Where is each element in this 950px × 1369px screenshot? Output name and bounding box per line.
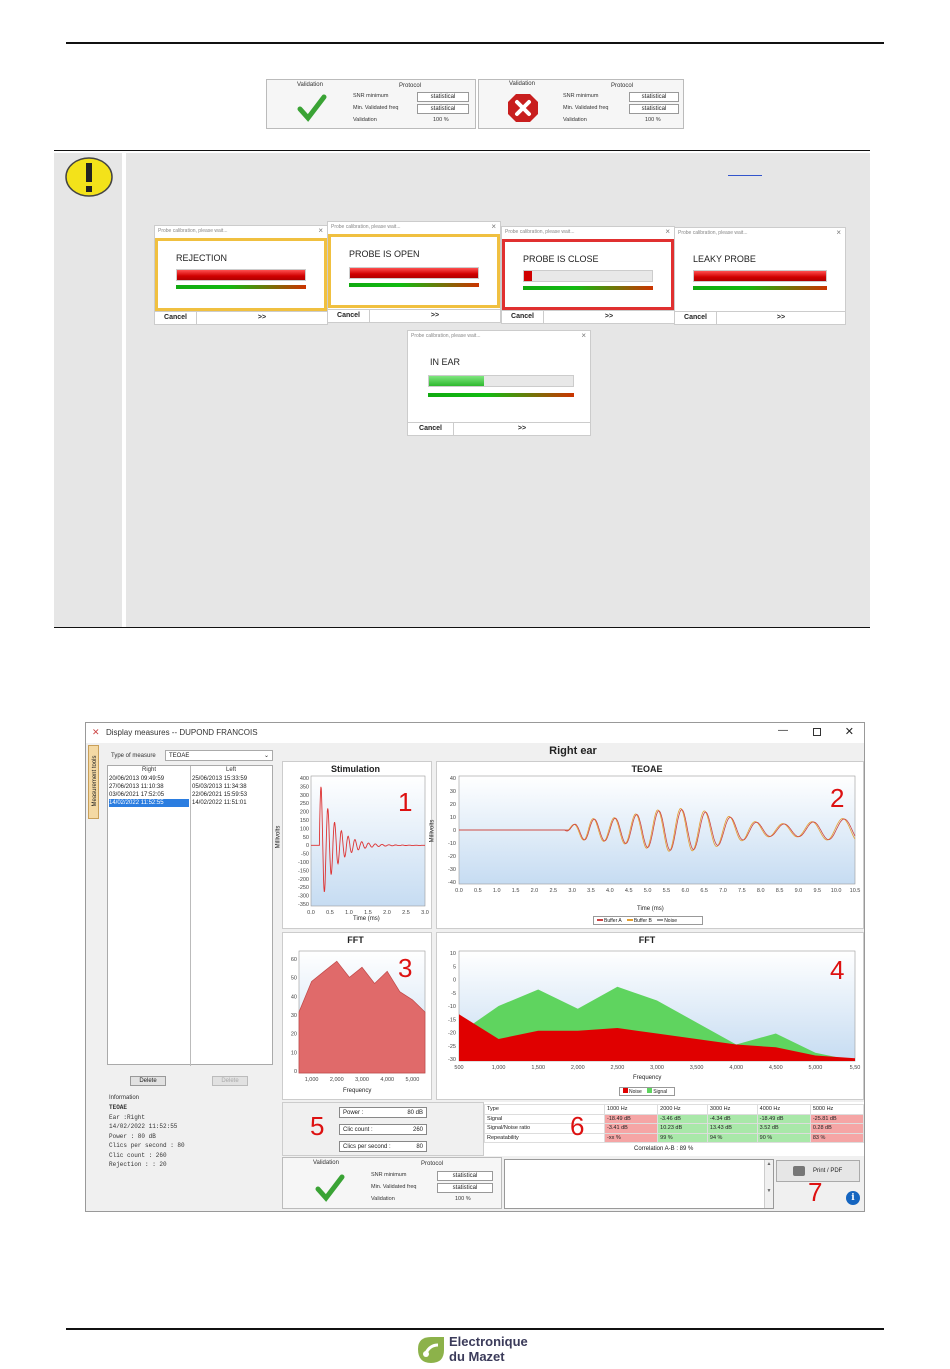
y-tick-label: 50	[302, 834, 309, 841]
y-tick-label: 10	[449, 815, 456, 821]
delete-right-button[interactable]: Delete	[130, 1076, 166, 1086]
y-tick-label: 30	[290, 1013, 297, 1019]
display-measures-window	[85, 722, 865, 1212]
table-cell: Signal/Noise ratio	[485, 1124, 605, 1134]
x-tick-label: 3.5	[587, 888, 595, 894]
list-item[interactable]: 25/06/2013 15:33:59	[192, 776, 248, 782]
y-tick-label: -50	[301, 851, 309, 858]
minimize-icon[interactable]: —	[778, 725, 788, 736]
dialog-body	[675, 240, 845, 311]
x-tick-label: 4,000	[380, 1077, 395, 1083]
printer-icon	[793, 1166, 805, 1176]
table-cell: -25.81 dB	[810, 1114, 863, 1124]
y-tick-label: -25	[448, 1043, 456, 1050]
stim-ylabel: Millivolts	[275, 825, 282, 849]
cancel-button[interactable]: Cancel	[408, 423, 454, 435]
check-icon	[297, 94, 327, 122]
type-select[interactable]	[165, 750, 273, 761]
table-cell: 83 %	[810, 1133, 863, 1143]
y-tick-label: 400	[299, 776, 309, 782]
x-tick-label: 2.0	[383, 910, 391, 916]
teoae-ylabel: Millivolts	[429, 819, 436, 843]
progress-bar	[428, 375, 574, 387]
y-tick-label: -20	[448, 1030, 456, 1037]
power-row	[339, 1107, 427, 1118]
x-tick-label: 2,000	[329, 1077, 344, 1083]
left-panel	[103, 745, 282, 1211]
callout-1: 1	[398, 787, 413, 817]
info-box	[107, 1103, 273, 1207]
table-row	[485, 1114, 864, 1124]
results-table-panel	[484, 1102, 864, 1156]
x-tick-label: 2,000	[570, 1065, 585, 1071]
y-tick-label: 40	[290, 994, 297, 1001]
cancel-button[interactable]: Cancel	[155, 312, 197, 324]
protocol-header: Protocol	[611, 83, 634, 89]
x-tick-label: 9.0	[794, 888, 803, 894]
brand-name-line2: du Mazet	[449, 1349, 505, 1364]
validation-ok-panel	[266, 79, 476, 129]
x-tick-label: 9.5	[813, 888, 822, 894]
table-cell: -3.46 dB	[658, 1114, 708, 1124]
validation-label: Validation	[353, 117, 377, 123]
snr-value: statistical	[629, 92, 679, 102]
info-line: Clic count : 260	[109, 1151, 167, 1159]
dialog-buttons	[328, 309, 500, 322]
x-tick-label: 3.0	[568, 888, 576, 894]
list-item[interactable]: 14/02/2022 11:51:01	[192, 800, 247, 806]
y-tick-label: -200	[297, 876, 309, 883]
y-tick-label: -250	[297, 885, 309, 892]
brand-logo	[416, 1333, 556, 1367]
progress-fill	[350, 268, 478, 278]
cancel-button[interactable]: Cancel	[328, 310, 370, 322]
y-tick-label: 150	[299, 818, 309, 824]
protocol-header: Protocol	[399, 83, 422, 89]
x-tick-label: 6.0	[681, 888, 690, 894]
legend-noise-swatch	[657, 919, 663, 921]
y-tick-label: 30	[449, 789, 456, 795]
signal-bar	[349, 283, 479, 287]
table-cell: 3.52 dB	[757, 1124, 810, 1134]
close-icon[interactable]: ×	[665, 227, 670, 236]
y-tick-label: -30	[448, 1057, 456, 1063]
dialog-body	[408, 343, 590, 421]
close-icon[interactable]: ✕	[844, 726, 854, 738]
window-title: Display measures -- DUPOND FRANCOIS	[106, 728, 258, 737]
dialog-buttons	[408, 422, 590, 435]
y-tick-label: 0	[293, 1069, 297, 1075]
x-tick-label: 1.5	[364, 910, 372, 916]
table-header-cell: 3000 Hz	[707, 1105, 757, 1115]
minfreq-value: statistical	[437, 1183, 493, 1193]
clics-per-second-row	[339, 1141, 427, 1152]
list-item-selected[interactable]: 14/02/2022 11:52:55	[109, 799, 189, 807]
x-tick-label: 2.5	[402, 910, 410, 916]
y-tick-label: -30	[448, 867, 456, 873]
dialog-body	[328, 234, 500, 308]
stim-title: Stimulation	[331, 764, 380, 774]
legend-noise: Noise	[629, 1089, 642, 1095]
cancel-button[interactable]: Cancel	[675, 312, 717, 324]
callout-7: 7	[808, 1177, 823, 1207]
table-row	[485, 1133, 864, 1143]
next-button[interactable]: >>	[776, 314, 786, 321]
ear-title: Right ear	[549, 745, 597, 757]
brand-name-line1: Electronique	[449, 1334, 528, 1349]
x-tick-label: 4.5	[624, 888, 633, 894]
table-cell: 94 %	[707, 1133, 757, 1143]
dialog-buttons	[675, 311, 845, 324]
note-icon-column	[54, 153, 122, 627]
legend-noise: Noise	[664, 918, 677, 924]
table-cell: -18.49 dB	[757, 1114, 810, 1124]
y-tick-label: 250	[299, 801, 309, 808]
validation-fail-panel	[478, 79, 684, 129]
minfreq-value: statistical	[629, 104, 679, 114]
list-item[interactable]: 03/06/2021 17:52:05	[109, 792, 165, 798]
callout-6: 6	[570, 1111, 585, 1141]
progress-bar	[176, 269, 306, 281]
x-tick-label: 8.5	[775, 888, 784, 894]
info-title: Information	[109, 1095, 140, 1101]
legend-buffer-a-swatch	[597, 919, 603, 921]
table-header-row	[485, 1105, 864, 1115]
dialog-status-label: PROBE IS CLOSE	[523, 254, 599, 264]
dialog-status-label: IN EAR	[430, 357, 461, 367]
probe-dialog-close	[501, 226, 675, 324]
cancel-button[interactable]: Cancel	[502, 311, 544, 323]
y-tick-label: 20	[449, 802, 456, 808]
clic-count-value: 260	[412, 1127, 423, 1133]
x-tick-label: 4,000	[729, 1065, 744, 1071]
y-tick-label: 350	[299, 784, 309, 791]
footer-rule	[66, 1328, 884, 1330]
teoae-panel	[429, 761, 864, 929]
table-cell: -18.49 dB	[605, 1114, 658, 1124]
progress-fill	[429, 376, 484, 386]
snr-label: SNR minimum	[563, 93, 599, 99]
x-tick-label: 5,000	[405, 1077, 420, 1083]
progress-bar	[349, 267, 479, 279]
legend-buffer-b-swatch	[627, 919, 633, 921]
table-cell: -4.34 dB	[707, 1114, 757, 1124]
x-tick-label: 2.5	[549, 888, 558, 894]
legend-buffer-b: Buffer B	[633, 918, 652, 924]
x-tick-label: 10.5	[849, 888, 861, 894]
column-left-header: Left	[226, 767, 237, 773]
list-item[interactable]: 05/03/2013 11:34:38	[192, 784, 247, 790]
y-tick-label: -300	[297, 893, 309, 900]
y-tick-label: 10	[290, 1050, 297, 1057]
clics-per-second-label: Clics per second :	[343, 1144, 391, 1150]
next-button[interactable]: >>	[257, 314, 267, 321]
dialog-title: Probe calibration, please wait...	[505, 229, 575, 235]
validation-value: 100 %	[433, 117, 449, 123]
validation-value: 100 %	[455, 1196, 471, 1202]
callout-4: 4	[830, 955, 845, 985]
y-tick-label: -20	[448, 854, 456, 860]
x-tick-label: 3.0	[421, 910, 429, 916]
legend-signal-swatch	[647, 1088, 652, 1093]
x-tick-label: 4.0	[606, 888, 614, 894]
table-cell: Signal	[485, 1114, 605, 1124]
snr-value: statistical	[437, 1171, 493, 1181]
table-header-cell: 4000 Hz	[757, 1105, 810, 1115]
x-tick-label: 1.5	[511, 888, 520, 894]
y-tick-label: -350	[297, 902, 309, 908]
callout-3: 3	[398, 953, 413, 983]
y-tick-label: 20	[290, 1031, 297, 1038]
x-tick-label: 0.0	[455, 888, 463, 894]
progress-bar	[523, 270, 653, 282]
x-tick-label: 5,000	[808, 1065, 823, 1071]
x-tick-label: 6.5	[700, 888, 708, 894]
list-item[interactable]: 22/06/2021 15:59:53	[192, 792, 248, 798]
y-tick-label: -10	[448, 841, 456, 847]
dialog-title: Probe calibration, please wait...	[678, 230, 748, 236]
x-tick-label: 1.0	[492, 888, 501, 894]
next-button[interactable]: >>	[517, 425, 527, 432]
side-tab[interactable]	[88, 745, 99, 819]
y-tick-label: 5	[452, 964, 456, 971]
type-select-value: TEOAE	[169, 753, 190, 759]
brand-logo-icon	[416, 1335, 446, 1365]
progress-bar	[693, 270, 827, 282]
column-divider	[190, 766, 191, 1066]
left-list	[192, 775, 272, 807]
table-cell: -3.41 dB	[605, 1124, 658, 1134]
minfreq-label: Min. Validated freq	[353, 105, 399, 111]
progress-fill	[524, 271, 532, 281]
comment-textarea[interactable]	[504, 1159, 774, 1209]
validation-header: Validation	[313, 1160, 339, 1166]
next-button[interactable]: >>	[430, 312, 440, 319]
teoae-xlabel: Time (ms)	[637, 906, 664, 912]
column-right-header: Right	[142, 767, 157, 773]
table-cell: 10.23 dB	[658, 1124, 708, 1134]
probe-dialog-in-ear	[407, 330, 591, 436]
y-tick-label: 200	[299, 809, 309, 816]
y-tick-label: -40	[448, 880, 456, 886]
table-cell: 99 %	[658, 1133, 708, 1143]
results-table	[484, 1104, 864, 1143]
fft-right-panel	[436, 932, 864, 1100]
probe-dialog-open	[327, 221, 501, 323]
dialog-status-label: REJECTION	[176, 253, 228, 263]
fft2-xlabel: Frequency	[633, 1075, 662, 1081]
dialog-body	[502, 239, 674, 310]
table-cell: Repeatability	[485, 1133, 605, 1143]
x-tick-label: 0.5	[474, 888, 482, 894]
dialog-status-label: LEAKY PROBE	[693, 254, 756, 264]
error-icon	[507, 93, 539, 123]
clic-count-label: Clic count :	[343, 1127, 373, 1133]
table-cell: 13.43 dB	[707, 1124, 757, 1134]
x-tick-label: 5.5	[662, 888, 671, 894]
x-tick-label: 4,500	[768, 1065, 783, 1071]
x-tick-label: 7.0	[719, 888, 727, 894]
x-tick-label: 1.0	[345, 910, 353, 916]
dialog-buttons	[502, 310, 674, 323]
minfreq-value: statistical	[417, 104, 469, 114]
progress-fill	[177, 270, 305, 280]
y-tick-label: -150	[297, 868, 309, 875]
fft1-title: FFT	[347, 935, 364, 945]
y-tick-label: -100	[297, 860, 309, 866]
fft1-xlabel: Frequency	[343, 1088, 372, 1094]
x-tick-label: 10.0	[830, 888, 842, 894]
x-tick-label: 7.5	[738, 888, 746, 894]
next-button[interactable]: >>	[604, 313, 614, 320]
legend-buffer-a: Buffer A	[604, 918, 622, 924]
y-tick-label: -10	[448, 1004, 456, 1010]
x-tick-label: 2.0	[530, 888, 539, 894]
x-tick-label: 1,000	[491, 1065, 506, 1071]
signal-bar	[428, 393, 574, 397]
info-line: Clics per second : 80	[109, 1142, 185, 1149]
x-tick-label: 3,500	[689, 1065, 704, 1071]
minfreq-label: Min. Validated freq	[371, 1184, 417, 1190]
table-cell: -xx %	[605, 1133, 658, 1143]
y-tick-label: 0	[452, 828, 456, 834]
progress-fill	[694, 271, 826, 281]
x-tick-label: 0.5	[326, 910, 334, 916]
table-header-cell: 1000 Hz	[605, 1105, 658, 1115]
app-icon: ✕	[92, 727, 100, 737]
x-tick-label: 5,50	[849, 1065, 861, 1071]
y-tick-label: 100	[299, 826, 309, 833]
validation-header: Validation	[297, 82, 323, 88]
close-icon[interactable]: ×	[318, 226, 323, 235]
teoae-chart	[437, 762, 865, 930]
dialog-status-label: PROBE IS OPEN	[349, 249, 420, 259]
info-line: Ear :Right	[109, 1113, 146, 1121]
x-tick-label: 5.0	[643, 888, 652, 894]
probe-dialog-rejection	[154, 225, 328, 325]
close-icon[interactable]: ×	[581, 331, 586, 340]
probe-dialog-leaky	[674, 227, 846, 325]
dialog-title: Probe calibration, please wait...	[411, 333, 481, 339]
teoae-legend	[593, 916, 703, 925]
clic-count-row	[339, 1124, 427, 1135]
list-item[interactable]: 27/06/2013 11:10:38	[109, 784, 164, 790]
scrollbar[interactable]: ▲ ▼	[764, 1160, 773, 1208]
table-row	[485, 1124, 864, 1134]
chevron-down-icon: ⌄	[263, 753, 269, 759]
delete-left-button[interactable]: Delete	[212, 1076, 248, 1086]
snr-value: statistical	[417, 92, 469, 102]
dialog-title: Probe calibration, please wait...	[331, 224, 401, 230]
title-bar	[86, 723, 864, 743]
info-line: Power : 80 dB	[109, 1132, 156, 1140]
legend-signal: Signal	[653, 1089, 668, 1095]
x-tick-label: 8.0	[756, 888, 765, 894]
x-tick-label: 1,000	[304, 1077, 319, 1083]
note-link[interactable]	[728, 175, 762, 176]
info-line: 14/02/2022 11:52:55	[109, 1123, 178, 1130]
validation-label: Validation	[371, 1196, 395, 1202]
y-tick-label: -5	[451, 990, 456, 997]
y-tick-label: -15	[448, 1017, 456, 1024]
print-label: Print / PDF	[813, 1168, 843, 1174]
x-tick-label: 1,500	[531, 1065, 546, 1071]
maximize-icon[interactable]	[813, 728, 821, 736]
validation-panel	[282, 1157, 502, 1209]
y-tick-label: 300	[299, 792, 309, 799]
protocol-header: Protocol	[421, 1161, 444, 1167]
close-icon[interactable]: ×	[836, 228, 841, 237]
callout-5: 5	[310, 1111, 325, 1141]
list-item[interactable]: 20/06/2013 09:49:59	[109, 776, 165, 782]
close-icon[interactable]: ×	[491, 222, 496, 231]
table-header-cell: Type	[485, 1105, 605, 1115]
validation-header: Validation	[509, 81, 535, 87]
power-value: 80 dB	[407, 1110, 423, 1116]
y-tick-label: 0	[452, 977, 456, 984]
x-tick-label: 0.0	[307, 910, 315, 916]
y-tick-label: 50	[290, 975, 297, 982]
type-label: Type of measure	[111, 753, 156, 759]
legend-noise-swatch	[623, 1088, 628, 1093]
dialog-body	[155, 238, 327, 311]
minfreq-label: Min. Validated freq	[563, 105, 609, 111]
x-tick-label: 500	[454, 1065, 464, 1071]
y-tick-label: 60	[290, 957, 297, 963]
signal-bar	[693, 286, 827, 290]
table-cell: 90 %	[757, 1133, 810, 1143]
snr-label: SNR minimum	[353, 93, 389, 99]
fft2-legend	[619, 1087, 675, 1096]
header-rule	[66, 42, 884, 44]
stim-xlabel: Time (ms)	[353, 916, 380, 922]
signal-bar	[176, 285, 306, 289]
y-tick-label: 40	[449, 776, 456, 782]
measure-list	[107, 765, 273, 1065]
info-icon[interactable]: i	[846, 1191, 860, 1205]
x-tick-label: 3,000	[355, 1077, 369, 1083]
table-header-cell: 5000 Hz	[810, 1105, 863, 1115]
clics-per-second-value: 80	[416, 1144, 423, 1150]
check-icon	[315, 1174, 345, 1202]
dialog-buttons	[155, 311, 327, 324]
y-tick-label: 0	[305, 843, 309, 850]
side-tab-label: Measurement tools	[92, 755, 98, 807]
validation-label: Validation	[563, 117, 587, 123]
y-tick-label: 10	[449, 951, 456, 957]
dialog-title: Probe calibration, please wait...	[158, 228, 228, 234]
snr-label: SNR minimum	[371, 1172, 407, 1178]
teoae-title: TEOAE	[631, 764, 663, 774]
callout-2: 2	[830, 783, 845, 813]
info-line: TEOAE	[109, 1104, 128, 1111]
right-list	[109, 775, 189, 807]
power-label: Power :	[343, 1110, 364, 1116]
warning-icon	[65, 157, 113, 197]
table-header-cell: 2000 Hz	[658, 1105, 708, 1115]
table-cell: 0.28 dB	[810, 1124, 863, 1134]
signal-bar	[523, 286, 653, 290]
fft2-title: FFT	[638, 935, 656, 945]
x-tick-label: 2,500	[610, 1065, 625, 1071]
correlation-text: Correlation A-B : 89 %	[634, 1146, 694, 1152]
validation-value: 100 %	[645, 117, 661, 123]
info-line: Rejection : : 20	[109, 1161, 167, 1168]
x-tick-label: 3,000	[650, 1065, 664, 1071]
